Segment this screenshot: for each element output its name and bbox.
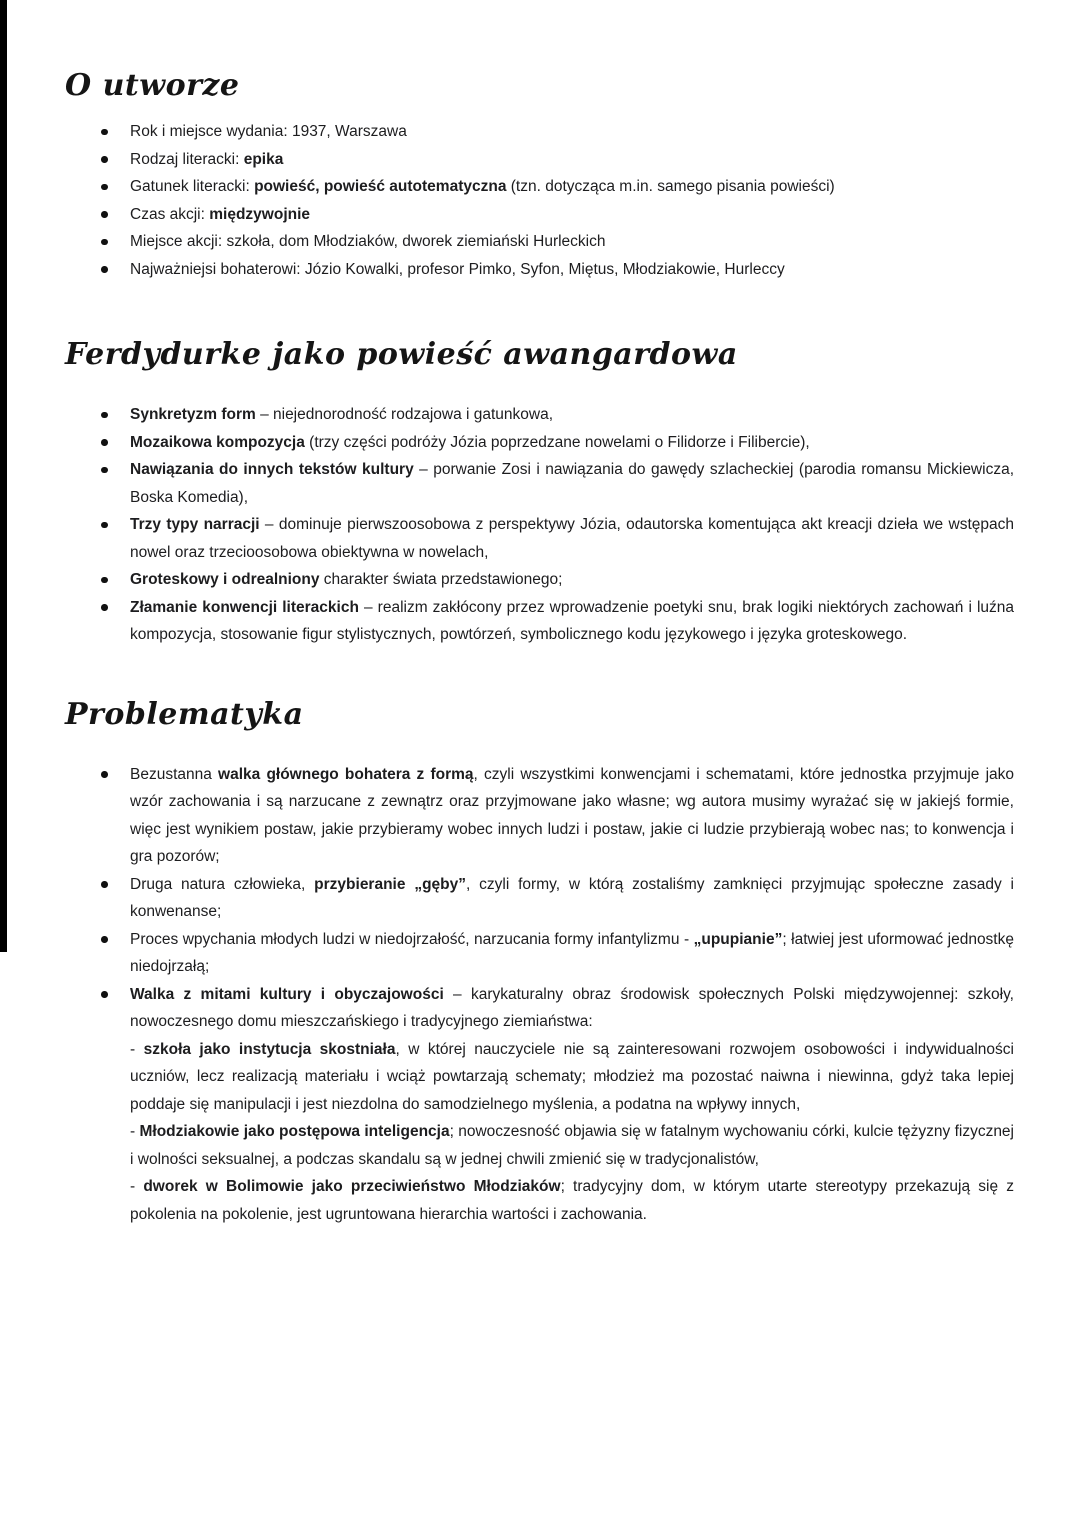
text-run: Najważniejsi bohaterowi: Józio Kowalki, profesor Pimko, Syfon, Miętus, Młodziakowie, Hurleccy bbox=[130, 260, 785, 278]
text-run: Gatunek literacki: bbox=[130, 178, 255, 195]
bullet-item bbox=[65, 146, 1014, 174]
section-o-utworze bbox=[65, 68, 1014, 283]
bullet-icon bbox=[101, 129, 108, 136]
paragraph bbox=[130, 118, 1014, 146]
text-run: ; tradycyjny dom, w którym utarte stereotypy przekazują się z pokolenia na pokolenie, jest ugruntowana hierarchia wartości i zachowania. bbox=[130, 1178, 1015, 1223]
bullet-item bbox=[65, 401, 1014, 429]
bullet-icon bbox=[101, 211, 108, 218]
paragraph bbox=[130, 981, 1014, 1036]
text-run: , czyli formy, w którą zostaliśmy zamknięci przyjmując społeczne zasady i konwenanse; bbox=[130, 875, 1015, 920]
paragraph bbox=[130, 594, 1014, 649]
text-run-bold: powieść, powieść autotematyczna bbox=[254, 178, 507, 195]
text-run-bold: Złamanie konwencji literackich bbox=[130, 598, 359, 616]
text-run-bold: Młodziakowie jako postępowa inteligencja bbox=[139, 1123, 450, 1140]
text-run: ; łatwiej jest uformować jednostkę niedojrzałą; bbox=[130, 930, 1014, 975]
text-run: - bbox=[130, 1040, 144, 1058]
bullet-icon bbox=[101, 239, 108, 246]
bullet-icon bbox=[101, 577, 108, 584]
paragraph bbox=[130, 401, 1014, 429]
paragraph bbox=[130, 1118, 1014, 1173]
paragraph bbox=[130, 871, 1014, 926]
bullet-item bbox=[65, 871, 1014, 926]
bullet-icon bbox=[101, 412, 108, 419]
bullet-icon bbox=[101, 771, 108, 778]
text-run: – karykaturalny obraz środowisk społecznych Polski międzywojennej: szkoły, nowoczesnego domu mieszczańskiego i tradycyjnego ziemiaństwa: bbox=[130, 985, 1014, 1030]
bullet-item bbox=[65, 429, 1014, 457]
bullet-item bbox=[65, 173, 1014, 201]
text-run: – porwanie Zosi i nawiązania do gawędy szlacheckiej (parodia romansu Mickiewicza, Boska Komedia), bbox=[130, 461, 1014, 506]
bullet-icon bbox=[101, 467, 108, 474]
text-run: Proces wpychania młodych ludzi w niedojrzałość, narzucania formy infantylizmu - bbox=[130, 930, 694, 948]
bullet-item bbox=[65, 594, 1014, 649]
bullet-icon bbox=[101, 991, 108, 998]
bullet-item bbox=[65, 511, 1014, 566]
text-run: , w której nauczyciele nie są zainteresowani rozwojem osobowości i indywidualności uczniów, lecz realizacją materiału i wciąż powtarzają schematy; młodzież ma pozostać naiwna i niewinna, gdyż taka lepiej poddaje się manipulacji i jest niezdolna do samodzielnego myślenia, a podatna na wpływy innych, bbox=[130, 1040, 1014, 1113]
text-run: - bbox=[130, 1123, 140, 1140]
bullet-item bbox=[65, 118, 1014, 146]
text-run: – dominuje pierwszoosobowa z perspektywy Józia, odautorska komentująca akt kreacji dzieła we wstępach nowel oraz trzecioosobowa obiektywna w nowelach, bbox=[130, 516, 1014, 561]
text-run-bold: międzywojnie bbox=[209, 205, 311, 223]
bullet-icon bbox=[101, 881, 108, 888]
text-run-bold: przybieranie „gęby” bbox=[314, 875, 466, 893]
text-run: Druga natura człowieka, bbox=[130, 875, 315, 893]
text-run: Czas akcji: bbox=[130, 205, 210, 223]
bullet-icon bbox=[101, 184, 108, 191]
text-run: charakter świata przedstawionego; bbox=[319, 571, 563, 588]
bullet-icon bbox=[101, 936, 108, 943]
text-run: (trzy części podróży Józia poprzedzane nowelami o Filidorze i Filibercie), bbox=[304, 433, 810, 451]
paragraph bbox=[130, 228, 1014, 256]
paragraph bbox=[130, 429, 1014, 457]
text-run-bold: „upupianie” bbox=[693, 930, 783, 948]
bullet-item bbox=[65, 228, 1014, 256]
text-run-bold: Synkretyzm form bbox=[130, 406, 256, 423]
paragraph bbox=[130, 1173, 1014, 1228]
paragraph bbox=[130, 926, 1014, 981]
text-run-bold: walka głównego bohatera z formą bbox=[218, 765, 474, 783]
bullet-icon bbox=[101, 522, 108, 529]
bullet-item bbox=[65, 566, 1014, 594]
text-run: - bbox=[130, 1178, 144, 1195]
text-run: – niejednorodność rodzajowa i gatunkowa, bbox=[255, 406, 554, 423]
text-run: , czyli wszystkimi konwencjami i schematami, które jednostka przyjmuje jako wzór zachowania i są narzucane z zewnątrz oraz przyjmowane jako własne; wg autora musimy wyrażać się w jakiejś formie, więc jest wynikiem postaw, jakie przybieramy wobec innych ludzi i postaw, jakie ci ludzie przybierają wobec nas; to konwencja i gra pozorów; bbox=[130, 765, 1015, 865]
text-run-bold: Walka z mitami kultury i obyczajowości bbox=[130, 985, 444, 1003]
bullet-item bbox=[65, 926, 1014, 981]
text-run-bold: Groteskowy i odrealniony bbox=[130, 571, 320, 588]
text-run: – realizm zakłócony przez wprowadzenie poetyki snu, brak logiki niektórych zachowań i luźna kompozycja, stosowanie figur stylistycznych, powtórzeń, symbolicznego kodu językowego i języka groteskowego. bbox=[130, 598, 1015, 643]
bullet-list-powiesc-awangardowa bbox=[65, 401, 1014, 649]
paragraph bbox=[130, 456, 1014, 511]
paragraph bbox=[130, 761, 1014, 871]
text-run: ; nowoczesność objawia się w fatalnym wychowaniu córki, kulcie tężyzny fizycznej i wolności seksualnej, a podczas skandalu są w jednej chwili zmienić się w tradycjonalistów, bbox=[130, 1123, 1014, 1168]
section-heading-problematyka: Problematyka bbox=[65, 696, 304, 732]
bullet-list-problematyka bbox=[65, 761, 1014, 1229]
bullet-list-o-utworze bbox=[65, 118, 1014, 283]
paragraph bbox=[130, 173, 1014, 201]
bullet-icon bbox=[101, 156, 108, 163]
page-left-edge-line bbox=[0, 0, 7, 952]
text-run-bold: Mozaikowa kompozycja bbox=[130, 433, 305, 451]
text-run-bold: epika bbox=[243, 150, 284, 168]
section-powiesc-awangardowa bbox=[65, 337, 1014, 649]
paragraph bbox=[130, 146, 1014, 174]
bullet-icon bbox=[101, 439, 108, 446]
text-run-bold: Nawiązania do innych tekstów kultury bbox=[130, 461, 414, 478]
paragraph bbox=[130, 566, 1014, 594]
section-heading-o-utworze: O utworze bbox=[65, 68, 240, 103]
bullet-icon bbox=[101, 266, 108, 273]
bullet-item bbox=[65, 981, 1014, 1229]
paragraph bbox=[130, 511, 1014, 566]
bullet-item bbox=[65, 256, 1014, 284]
text-run-bold: Trzy typy narracji bbox=[130, 516, 260, 533]
text-run-bold: szkoła jako instytucja skostniała bbox=[143, 1040, 396, 1058]
section-problematyka bbox=[65, 697, 1014, 1229]
text-run: Miejsce akcji: szkoła, dom Młodziaków, dworek ziemiański Hurleckich bbox=[130, 233, 606, 250]
bullet-item bbox=[65, 456, 1014, 511]
paragraph bbox=[130, 256, 1014, 284]
bullet-icon bbox=[101, 604, 108, 611]
text-run: (tzn. dotycząca m.in. samego pisania powieści) bbox=[506, 178, 835, 195]
paragraph bbox=[130, 1036, 1014, 1119]
section-heading-powiesc-awangardowa: Ferdydurke jako powieść awangardowa bbox=[65, 337, 738, 372]
text-run: Rodzaj literacki: bbox=[130, 150, 244, 168]
bullet-item bbox=[65, 201, 1014, 229]
paragraph bbox=[130, 201, 1014, 229]
text-run: Rok i miejsce wydania: 1937, Warszawa bbox=[130, 123, 407, 140]
text-run: Bezustanna bbox=[130, 765, 219, 783]
text-run-bold: dworek w Bolimowie jako przeciwieństwo Młodziaków bbox=[143, 1178, 561, 1195]
bullet-item bbox=[65, 761, 1014, 871]
